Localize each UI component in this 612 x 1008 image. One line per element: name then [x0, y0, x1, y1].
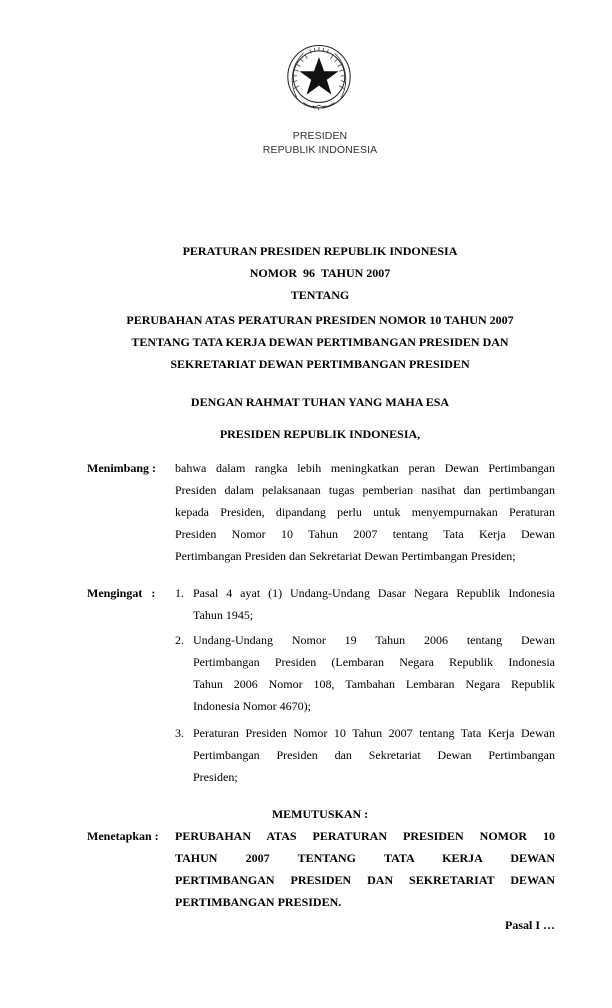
mengingat-label: Mengingat :: [87, 586, 156, 600]
mengingat-item-line: Pertimbangan Presiden (Lembaran Negara Republik Indonesia: [193, 655, 555, 669]
title-subject-line2: TENTANG TATA KERJA DEWAN PERTIMBANGAN PRESIDEN DAN: [131, 335, 509, 349]
mengingat-item-number: 1.: [175, 586, 184, 600]
preamble-president: PRESIDEN REPUBLIK INDONESIA,: [219, 427, 421, 441]
title-subject-line3: SEKRETARIAT DEWAN PERTIMBANGAN PRESIDEN: [170, 357, 470, 371]
menimbang-label: Menimbang :: [87, 461, 156, 475]
mengingat-item-number: 3.: [175, 726, 184, 740]
mengingat-item-line: Tahun 1945;: [193, 608, 254, 622]
emblem-caption-republik: REPUBLIK INDONESIA: [262, 144, 378, 156]
menetapkan-line: PERTIMBANGAN PRESIDEN.: [175, 895, 342, 909]
memutuskan-heading: MEMUTUSKAN :: [271, 807, 369, 821]
title-regulation: PERATURAN PRESIDEN REPUBLIK INDONESIA: [182, 244, 458, 258]
mengingat-item-line: Pertimbangan Presiden dan Sekretariat Dewan Pertimbangan: [193, 748, 555, 762]
menimbang-line: bahwa dalam rangka lebih meningkatkan peran Dewan Pertimbangan: [175, 461, 555, 475]
preamble-divine: DENGAN RAHMAT TUHAN YANG MAHA ESA: [190, 395, 450, 409]
mengingat-item-line: Pasal 4 ayat (1) Undang-Undang Dasar Negara Republik Indonesia: [193, 586, 555, 600]
mengingat-item-line: Peraturan Presiden Nomor 10 Tahun 2007 tentang Tata Kerja Dewan: [193, 726, 555, 740]
mengingat-item-line: Indonesia Nomor 4670);: [193, 699, 311, 713]
emblem-caption-presiden: PRESIDEN: [292, 130, 348, 142]
menetapkan-line: PERTIMBANGAN PRESIDEN DAN SEKRETARIAT DEWAN: [175, 873, 555, 887]
mengingat-item-number: 2.: [175, 633, 184, 647]
menetapkan-line: TAHUN 2007 TENTANG TATA KERJA DEWAN: [175, 851, 555, 865]
title-number: NOMOR 96 TAHUN 2007: [249, 266, 391, 280]
menetapkan-line: PERUBAHAN ATAS PERATURAN PRESIDEN NOMOR 10: [175, 829, 555, 843]
mengingat-item-line: Tahun 2006 Nomor 108, Tambahan Lembaran Negara Republik: [193, 677, 555, 691]
menetapkan-label: Menetapkan :: [87, 829, 159, 843]
menimbang-line: Pertimbangan Presiden dan Sekretariat Dewan Pertimbangan Presiden;: [175, 549, 516, 563]
menimbang-line: kepada Presiden, dipandang perlu untuk menyempurnakan Peraturan: [175, 505, 555, 519]
menimbang-line: Presiden dalam pelaksanaan tugas pemberian nasihat dan pertimbangan: [175, 483, 555, 497]
title-tentang: TENTANG: [290, 288, 350, 302]
presidential-emblem-icon: [280, 40, 358, 118]
title-subject-line1: PERUBAHAN ATAS PERATURAN PRESIDEN NOMOR 10 TAHUN 2007: [126, 313, 514, 327]
mengingat-item-line: Undang-Undang Nomor 19 Tahun 2006 tentang Dewan: [193, 633, 555, 647]
page-continuation-marker: Pasal I …: [504, 918, 555, 932]
mengingat-item-line: Presiden;: [193, 770, 238, 784]
menimbang-line: Presiden Nomor 10 Tahun 2007 tentang Tata Kerja Dewan: [175, 527, 555, 541]
